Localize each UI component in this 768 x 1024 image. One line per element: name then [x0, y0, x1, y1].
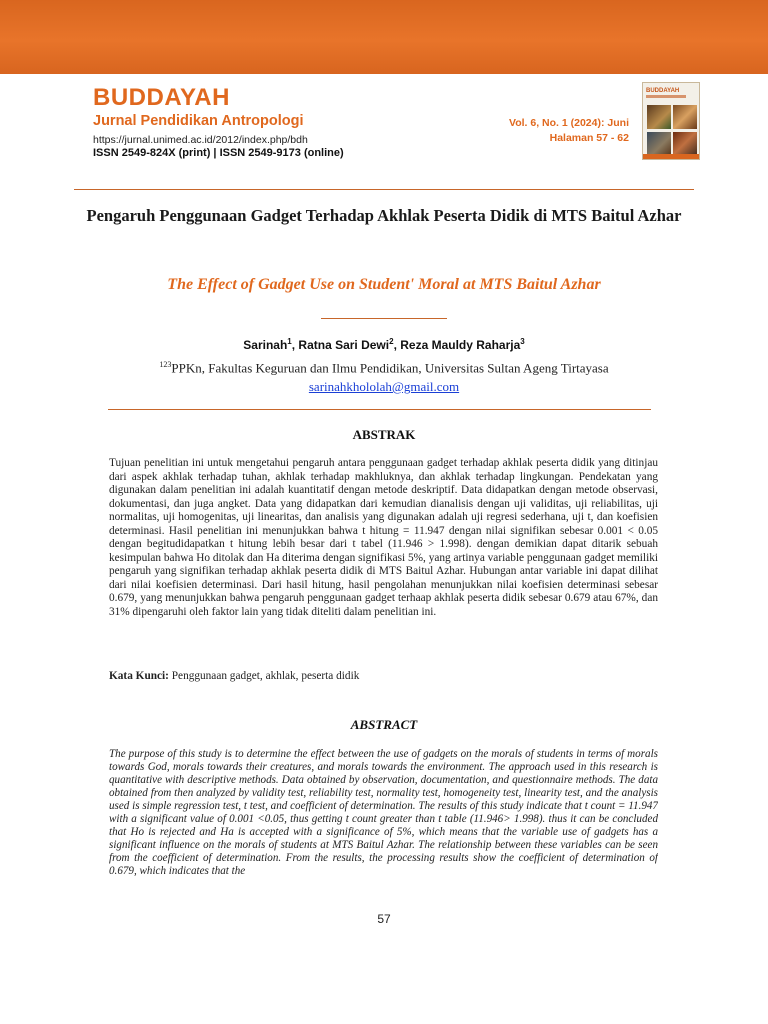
- article-title-english: The Effect of Gadget Use on Student' Moral at MTS Baitul Azhar: [167, 276, 601, 293]
- author-name: Ratna Sari Dewi: [298, 338, 390, 352]
- journal-subtitle: Jurnal Pendidikan Antropologi: [93, 113, 304, 129]
- author-list: Sarinah$^1$, Ratna Sari Dewi$^2$, Reza Mauldy Raharja$^3$: [243, 337, 525, 352]
- cover-title: BUDDAYAH: [646, 88, 680, 94]
- cover-photo: [673, 105, 697, 129]
- journal-name: BUDDAYAH: [93, 84, 230, 111]
- author-email-link[interactable]: sarinahkhololah@gmail.com: [308, 379, 460, 394]
- header-banner: [0, 0, 768, 74]
- author-name: Sarinah: [243, 338, 288, 352]
- keywords-label: Kata Kunci:: [109, 670, 169, 682]
- journal-url[interactable]: https://jurnal.unimed.ac.id/2012/index.php/bdh: [93, 134, 308, 146]
- cover-photo: [647, 105, 671, 129]
- keywords-text: Penggunaan gadget, akhlak, peserta didik: [171, 670, 360, 682]
- cover-photo: [647, 132, 671, 154]
- cover-photo: [673, 132, 697, 154]
- page-number: 57: [377, 912, 391, 926]
- author-name: Reza Mauldy Raharja: [400, 338, 521, 352]
- abstract-body: The purpose of this study is to determine the effect between the use of gadgets on the morals of students in terms of morals towards God, morals towards their creatures, and morals towards the environment. The approach used in this research is quantitative with descriptive methods. Data obtained by observation, documentation, and questionnaire methods. The data obtained from then analyzed by validity test, reliability test, normality test, homogeneity test, linearity test, and the analysis used is simple regression test, t test, and coefficient of determination. The results of this study indicate that t count = 11.947 with a significant value of 0.001 <0.05, thus getting t count greater than t table (11.946> 1.998). thus it can be concluded that Ho is rejected and Ha is accepted with a significance of 5%, which means that the variable use of gadgets has a significant influence on the morals of students at MTS Baitul Azhar. The relationship between these variables can be seen from the coefficient of determination. From the results, the processing results show the coefficient of determination of 0.679, which indicates that the: [109, 748, 658, 877]
- issue-info: [509, 116, 629, 146]
- header-divider: [74, 189, 694, 190]
- abstrak-body: Tujuan penelitian ini untuk mengetahui pengaruh antara penggunaan gadget terhadap akhlak peserta didik yang ditinjau dari aspek akhlak terhadap tuhan, akhlak terhadap makhluknya, dan akhlak terhadap lingkungan. Pendekatan yang digunakan dalam penelitian ini adalah kuantitatif dengan metode deskriptif. Data didapatkan dengan metode observasi, dokumentasi, dan juga angket. Data yang didapatkan dari kemudian dianalisis dengan uji validitas, uji reliabilitas, uji normalitas, uji homogenitas, uji linearitas, dan analisis yang digunakan adalah uji regresi sederhana, uji t, dan koefisien determinasi. Hasil penelitian ini menunjukkan bahwa t hitung = 11.947 dengan nilai signifikan sebesar 0.001 < 0.05 dengan begitudidapatkan t hitung lebih besar dari t tabel (11.946 > 1.998). dengan demikian dapat ditarik sebuah kesimpulan bahwa Ho ditolak dan Ha diterima dengan signifikasi 5%, yang artinya variable penggunaan gadget memiliki pengaruh yang signifikan terhadap akhlak peserta didik di MTS Baitul Azhar. Hubungan antar variable ini dapat dilihat dari nilai koefisien determinasi. Dari hasil hitung, hasil pengolahan menunjukkan nilai koefisien determinasi sebesar 0.679, yang menunjukkan bahwa pengaruh penggunaan gadget terhaap akhlak peserta didik sebesar 0.679 atau 67%, dan 31% dipengaruhi oleh faktor lain yang tidak diteliti dalam penelitian ini.: [109, 457, 658, 619]
- volume-label: Vol. 6, No. 1 (2024): Juni: [508, 117, 629, 129]
- abstrak-heading: ABSTRAK: [352, 427, 416, 442]
- abstract-divider: [108, 409, 651, 410]
- journal-cover-thumbnail: [642, 82, 700, 160]
- title-divider: [321, 318, 447, 319]
- article-title: Pengaruh Penggunaan Gadget Terhadap Akhlak Peserta Didik di MTS Baitul Azhar: [86, 206, 682, 225]
- keywords: [109, 670, 658, 682]
- pages-label: Halaman 57 - 62: [549, 132, 629, 144]
- abstract-heading: ABSTRACT: [350, 717, 418, 732]
- author-affiliation: $^{123}$PPKn, Fakultas Keguruan dan Ilmu Pendidikan, Universitas Sultan Ageng Tirtayasa: [159, 360, 609, 376]
- journal-issn: ISSN 2549-824X (print) | ISSN 2549-9173 (online): [93, 147, 344, 159]
